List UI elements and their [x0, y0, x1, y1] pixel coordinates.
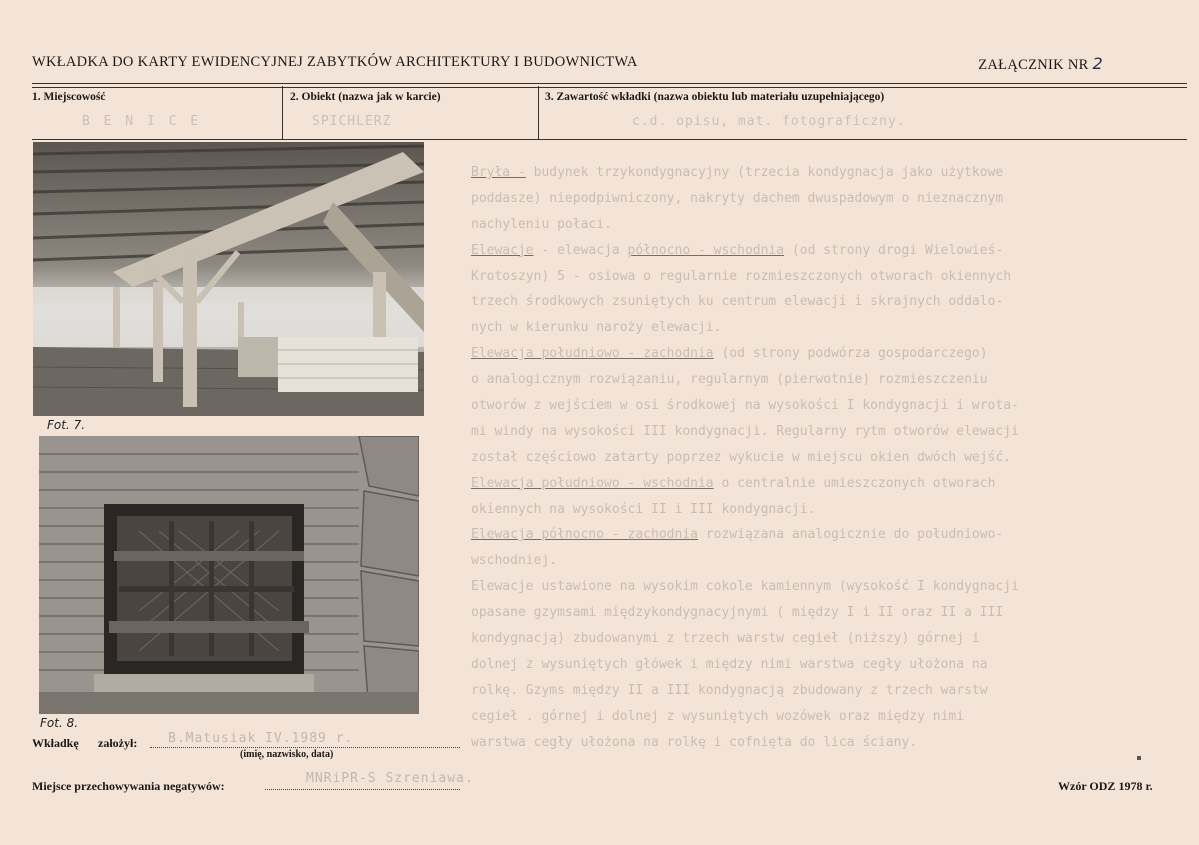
line-text: poddasze) niepodpiwniczony, nakryty dachem dwuspadowym o nieznacznym	[471, 190, 1004, 206]
line-text: mi windy na wysokości III kondygnacji. Regularny rytm otworów elewacji	[471, 423, 1019, 439]
description-line	[471, 160, 1191, 186]
barred-window-image	[39, 436, 419, 714]
line-text: o centralnie umieszczonych otworach	[713, 475, 996, 491]
description-line	[471, 574, 1191, 600]
negatives-dotline	[265, 789, 460, 790]
line-text: został częściowo zatarty poprzez wykucie w miejscu okien dwóch wejść.	[471, 449, 1012, 465]
photo1-caption: Fot. 7.	[47, 418, 86, 432]
line-text: kondygnacją) zbudowanymi z trzech warstw cegieł (niższy) górnej i	[471, 631, 980, 647]
header-rule-top	[32, 83, 1187, 84]
description-line	[471, 548, 1191, 574]
description-line	[471, 289, 1191, 315]
description-line	[471, 522, 1191, 548]
founded-label: założył:	[98, 736, 138, 750]
header-rule-bottom	[32, 139, 1187, 140]
field-divider-2	[538, 86, 539, 140]
description-line	[471, 393, 1191, 419]
header-rule-top-2	[32, 87, 1187, 88]
description-line	[471, 652, 1191, 678]
underlined-heading: Elewacja południowo - zachodnia	[471, 346, 714, 362]
description-line	[471, 730, 1191, 756]
locality-value: B E N I C E	[82, 114, 202, 129]
line-text: Krotoszyn) 5 - osiowa o regularnie rozmieszczonych otworach okiennych	[471, 268, 1012, 284]
object-label: 2. Obiekt (nazwa jak w karcie)	[290, 91, 441, 103]
description-text	[471, 160, 1191, 755]
description-line	[471, 264, 1191, 290]
line-text: (od strony podwórza gospodarczego)	[713, 346, 988, 362]
contents-label: 3. Zawartość wkładki (nazwa obiektu lub materiału uzupełniającego)	[545, 91, 885, 103]
description-line	[471, 341, 1191, 367]
founded-hint: (imię, nazwisko, data)	[240, 749, 334, 760]
line-text: o analogicznym rozwiązaniu, regularnym (pierwotnie) rozmieszczeniu	[471, 372, 988, 388]
field-divider-1	[282, 86, 283, 140]
negatives-label: Miejsce przechowywania negatywów:	[32, 779, 225, 793]
barred-window-photo	[39, 436, 419, 714]
attic-interior-image	[33, 142, 424, 416]
attachment-label-text: ZAŁĄCZNIK NR	[978, 57, 1089, 73]
line-text: - elewacja	[533, 242, 628, 258]
description-line	[471, 626, 1191, 652]
line-text: nych w kierunku naroży elewacji.	[471, 320, 722, 336]
photo2-caption: Fot. 8.	[40, 716, 79, 730]
insert-label: Wkładkę	[32, 736, 79, 750]
line-text: budynek trzykondygnacyjny (trzecia kondygnacja jako użytkowe	[525, 165, 1004, 180]
description-line	[471, 497, 1191, 523]
description-line	[471, 678, 1191, 704]
description-line	[471, 212, 1191, 238]
line-text: dolnej z wysuniętych główek i między nimi warstwa cegły ułożona na	[471, 656, 988, 672]
line-text: wschodniej.	[471, 553, 558, 569]
line-text: rozwiązana analogicznie do południowo-	[697, 527, 1004, 543]
line-text: otworów z wejściem w osi środkowej na wysokości I kondygnacji i wrota-	[471, 398, 1019, 414]
line-text: opasane gzymsami międzykondygnacyjnymi ( między I i II oraz II a III	[471, 605, 1004, 621]
description-line	[471, 186, 1191, 212]
line-text: (od strony drogi Wielowieś-	[784, 242, 1004, 258]
description-line	[471, 445, 1191, 471]
line-text: trzech środkowych zsuniętych ku centrum elewacji i skrajnych oddalo-	[471, 294, 1004, 310]
line-text: okiennych na wysokości II i III kondygnacji.	[471, 501, 816, 517]
line-text: nachyleniu połaci.	[471, 216, 612, 232]
line-text: rolkę. Gzyms między II a III kondygnacją zbudowany z trzech warstw	[471, 682, 988, 698]
object-value: SPICHLERZ	[312, 114, 392, 129]
line-text: cegieł . górnej i dolnej z wysuniętych wozówek oraz między nimi	[471, 708, 965, 724]
contents-value: c.d. opisu, mat. fotograficzny.	[632, 114, 906, 129]
negatives-value: MNRiPR-S Szreniawa.	[306, 771, 474, 786]
underlined-heading: Bryła -	[471, 165, 526, 180]
attachment-number: 2	[1092, 54, 1103, 73]
description-line	[471, 471, 1191, 497]
attic-interior-photo	[33, 142, 424, 416]
description-line	[471, 704, 1191, 730]
form-label: Wzór ODZ 1978 r.	[1058, 779, 1153, 793]
underlined-heading: Elewacja północno - zachodnia	[471, 527, 698, 543]
line-text: warstwa cegły ułożona na rolkę i cofnięta do lica ściany.	[471, 734, 918, 750]
description-line	[471, 419, 1191, 445]
ink-dot	[1137, 756, 1141, 760]
underlined-heading: Elewacje	[471, 242, 534, 258]
description-line	[471, 315, 1191, 341]
description-line	[471, 367, 1191, 393]
locality-label: 1. Miejscowość	[32, 91, 106, 103]
description-line	[471, 600, 1191, 626]
attachment-label	[978, 54, 1103, 74]
underlined-heading: północno - wschodnia	[627, 242, 785, 258]
underlined-heading: Elewacja południowo - wschodnia	[471, 475, 714, 491]
line-text: Elewacje ustawione na wysokim cokole kamiennym (wysokość I kondygnacji	[471, 579, 1019, 595]
founded-value: B.Matusiak IV.1989 r.	[168, 731, 354, 746]
card-title: WKŁADKA DO KARTY EWIDENCYJNEJ ZABYTKÓW ARCHITEKTURY I BUDOWNICTWA	[32, 54, 638, 70]
founded-dotline	[150, 747, 460, 748]
description-line	[471, 238, 1191, 264]
